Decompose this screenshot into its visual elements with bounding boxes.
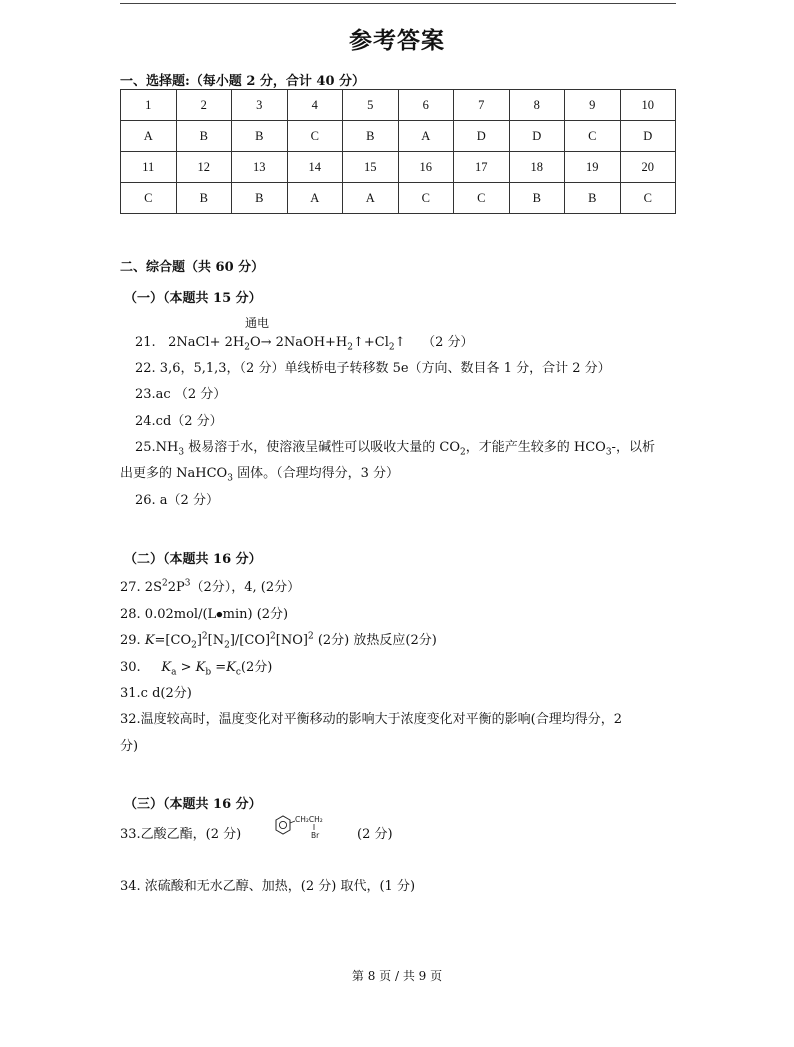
q28-answer: 28. 0.02mol/(L⦁min) (2分) — [120, 607, 289, 622]
table-cell: 9 — [565, 90, 621, 121]
q30-score: (2分) — [240, 660, 273, 675]
table-cell: A — [343, 183, 399, 214]
q30-number: 30. — [120, 660, 141, 675]
table-cell: C — [398, 183, 454, 214]
q21-equation-c: ↑+Cl — [353, 335, 389, 350]
q21-number: 21. — [135, 335, 156, 350]
table-cell: 19 — [565, 152, 621, 183]
table-row — [121, 183, 676, 214]
table-cell: 13 — [232, 152, 288, 183]
part3-heading: （三）（本题共 16 分） — [124, 797, 262, 812]
q25-text-d: -，以析 — [611, 440, 655, 455]
section1-heading: 一、选择题:（每小题 2 分，合计 40 分） — [120, 74, 366, 89]
q21-score: （2 分） — [422, 335, 474, 350]
q25-line1 — [135, 436, 655, 458]
subscript: 2 — [224, 640, 230, 651]
table-cell: 14 — [287, 152, 343, 183]
benzene-circle — [279, 821, 286, 828]
table-cell: 1 — [121, 90, 177, 121]
q29-prefix: 29. — [120, 633, 145, 648]
subscript: a — [171, 667, 177, 678]
q29-e: [NO] — [275, 633, 308, 648]
superscript: 2 — [270, 631, 276, 642]
q27-line — [120, 576, 300, 595]
table-row — [121, 121, 676, 152]
q25-line2-b: 固体。（合理均得分，3 分） — [232, 466, 399, 481]
q21-equation-b: O→ 2NaOH+H — [249, 335, 348, 350]
q29-c: [N — [207, 633, 225, 648]
q31-answer: 31.c d(2分) — [120, 686, 192, 701]
table-cell: 6 — [398, 90, 454, 121]
benzene-ring — [276, 816, 290, 834]
q24-answer: 24.cd（2 分） — [135, 414, 223, 429]
table-cell: 18 — [509, 152, 565, 183]
table-cell: B — [343, 121, 399, 152]
q33-text-a: 33.乙酸乙酯，(2 分) — [120, 827, 242, 842]
q29-f: (2分) 放热反应(2分) — [313, 633, 437, 648]
q22-answer: 22. 3,6，5,1,3，（2 分）单线桥电子转移数 5e（方向、数目各 1 分，合计 2 分） — [135, 361, 611, 376]
q34-answer: 34. 浓硫酸和无水乙醇、加热，(2 分) 取代，(1 分) — [120, 879, 416, 894]
table-cell: 7 — [454, 90, 510, 121]
struct-top-label: CH₂CH₂ — [295, 815, 323, 824]
q25-text-b: 极易溶于水，使溶液呈碱性可以吸收大量的 CO — [184, 440, 460, 455]
q25-line2 — [120, 462, 399, 484]
q21-line — [135, 331, 473, 353]
q32-line2: 分) — [120, 739, 139, 754]
table-cell: 8 — [509, 90, 565, 121]
table-cell: 20 — [620, 152, 676, 183]
table-cell: 15 — [343, 152, 399, 183]
superscript: 2 — [201, 631, 208, 642]
q30-eq: = — [211, 660, 227, 675]
superscript: 2 — [161, 578, 168, 589]
part2-heading: （二）（本题共 16 分） — [124, 552, 262, 567]
table-cell: A — [287, 183, 343, 214]
table-cell: A — [398, 121, 454, 152]
q27-b: 2P — [167, 580, 185, 595]
table-cell: B — [176, 183, 232, 214]
q29-d: ]/[CO] — [229, 633, 271, 648]
subscript: 2 — [460, 447, 466, 458]
superscript: 2 — [307, 631, 314, 642]
superscript: 3 — [184, 578, 191, 589]
q21-equation-d: ↑ — [394, 335, 406, 350]
table-cell: C — [287, 121, 343, 152]
q33-text-b: (2 分) — [357, 827, 393, 842]
table-cell: C — [454, 183, 510, 214]
q25-text-c: ，才能产生较多的 HCO — [465, 440, 606, 455]
page-footer: 第 8 页 / 共 9 页 — [351, 969, 443, 983]
subscript: 2 — [347, 342, 354, 353]
subscript: c — [235, 667, 241, 678]
q27-c: （2分），4, (2分） — [190, 580, 301, 595]
table-cell: 2 — [176, 90, 232, 121]
section2-heading: 二、综合题（共 60 分） — [120, 260, 265, 275]
k-symbol: K — [144, 633, 155, 648]
table-cell: 17 — [454, 152, 510, 183]
benzene-structure-icon — [268, 811, 348, 841]
q26-answer: 26. a（2 分） — [135, 493, 219, 508]
table-cell: 12 — [176, 152, 232, 183]
top-rule — [120, 3, 676, 4]
table-cell: C — [620, 183, 676, 214]
table-cell: B — [176, 121, 232, 152]
table-cell: D — [509, 121, 565, 152]
q23-answer: 23.ac （2 分） — [135, 387, 227, 402]
table-cell: D — [620, 121, 676, 152]
answer-table — [120, 89, 676, 214]
table-cell: B — [232, 121, 288, 152]
subscript: 2 — [388, 342, 395, 353]
table-cell: A — [121, 121, 177, 152]
table-cell: D — [454, 121, 510, 152]
q25-text-a: 25.NH — [135, 440, 179, 455]
subscript: 3 — [178, 447, 185, 458]
q30-gt: > — [176, 660, 196, 675]
k-symbol: K — [226, 660, 236, 675]
electrolysis-condition: 通电 — [245, 316, 270, 330]
table-cell: 5 — [343, 90, 399, 121]
q29-a: =[CO — [154, 633, 192, 648]
q29-line — [120, 629, 437, 651]
table-row — [121, 90, 676, 121]
k-symbol: K — [161, 660, 172, 675]
page-title: 参考答案 — [349, 28, 445, 54]
table-cell: B — [232, 183, 288, 214]
q29-b: ] — [196, 633, 202, 648]
table-cell: 16 — [398, 152, 454, 183]
table-cell: B — [509, 183, 565, 214]
subscript: 3 — [605, 447, 612, 458]
subscript: 3 — [227, 473, 233, 484]
q32-line1: 32.温度较高时，温度变化对平衡移动的影响大于浓度变化对平衡的影响(合理均得分，2 — [120, 712, 623, 727]
k-symbol: K — [195, 660, 206, 675]
table-cell: C — [565, 121, 621, 152]
q27-a: 27. 2S — [120, 580, 162, 595]
table-cell: 3 — [232, 90, 288, 121]
table-row — [121, 152, 676, 183]
q21-equation-a: 2NaCl+ 2H — [168, 335, 245, 350]
table-cell: B — [565, 183, 621, 214]
q30-line — [120, 656, 272, 678]
part1-heading: （一）（本题共 15 分） — [124, 291, 262, 306]
table-cell: 11 — [121, 152, 177, 183]
table-cell: 4 — [287, 90, 343, 121]
table-cell: 10 — [620, 90, 676, 121]
subscript: b — [205, 667, 212, 678]
subscript: 2 — [244, 342, 250, 353]
subscript: 2 — [191, 640, 197, 651]
q25-line2-a: 出更多的 NaHCO — [120, 466, 228, 481]
struct-bottom-label: Br — [311, 831, 320, 840]
table-cell: C — [121, 183, 177, 214]
